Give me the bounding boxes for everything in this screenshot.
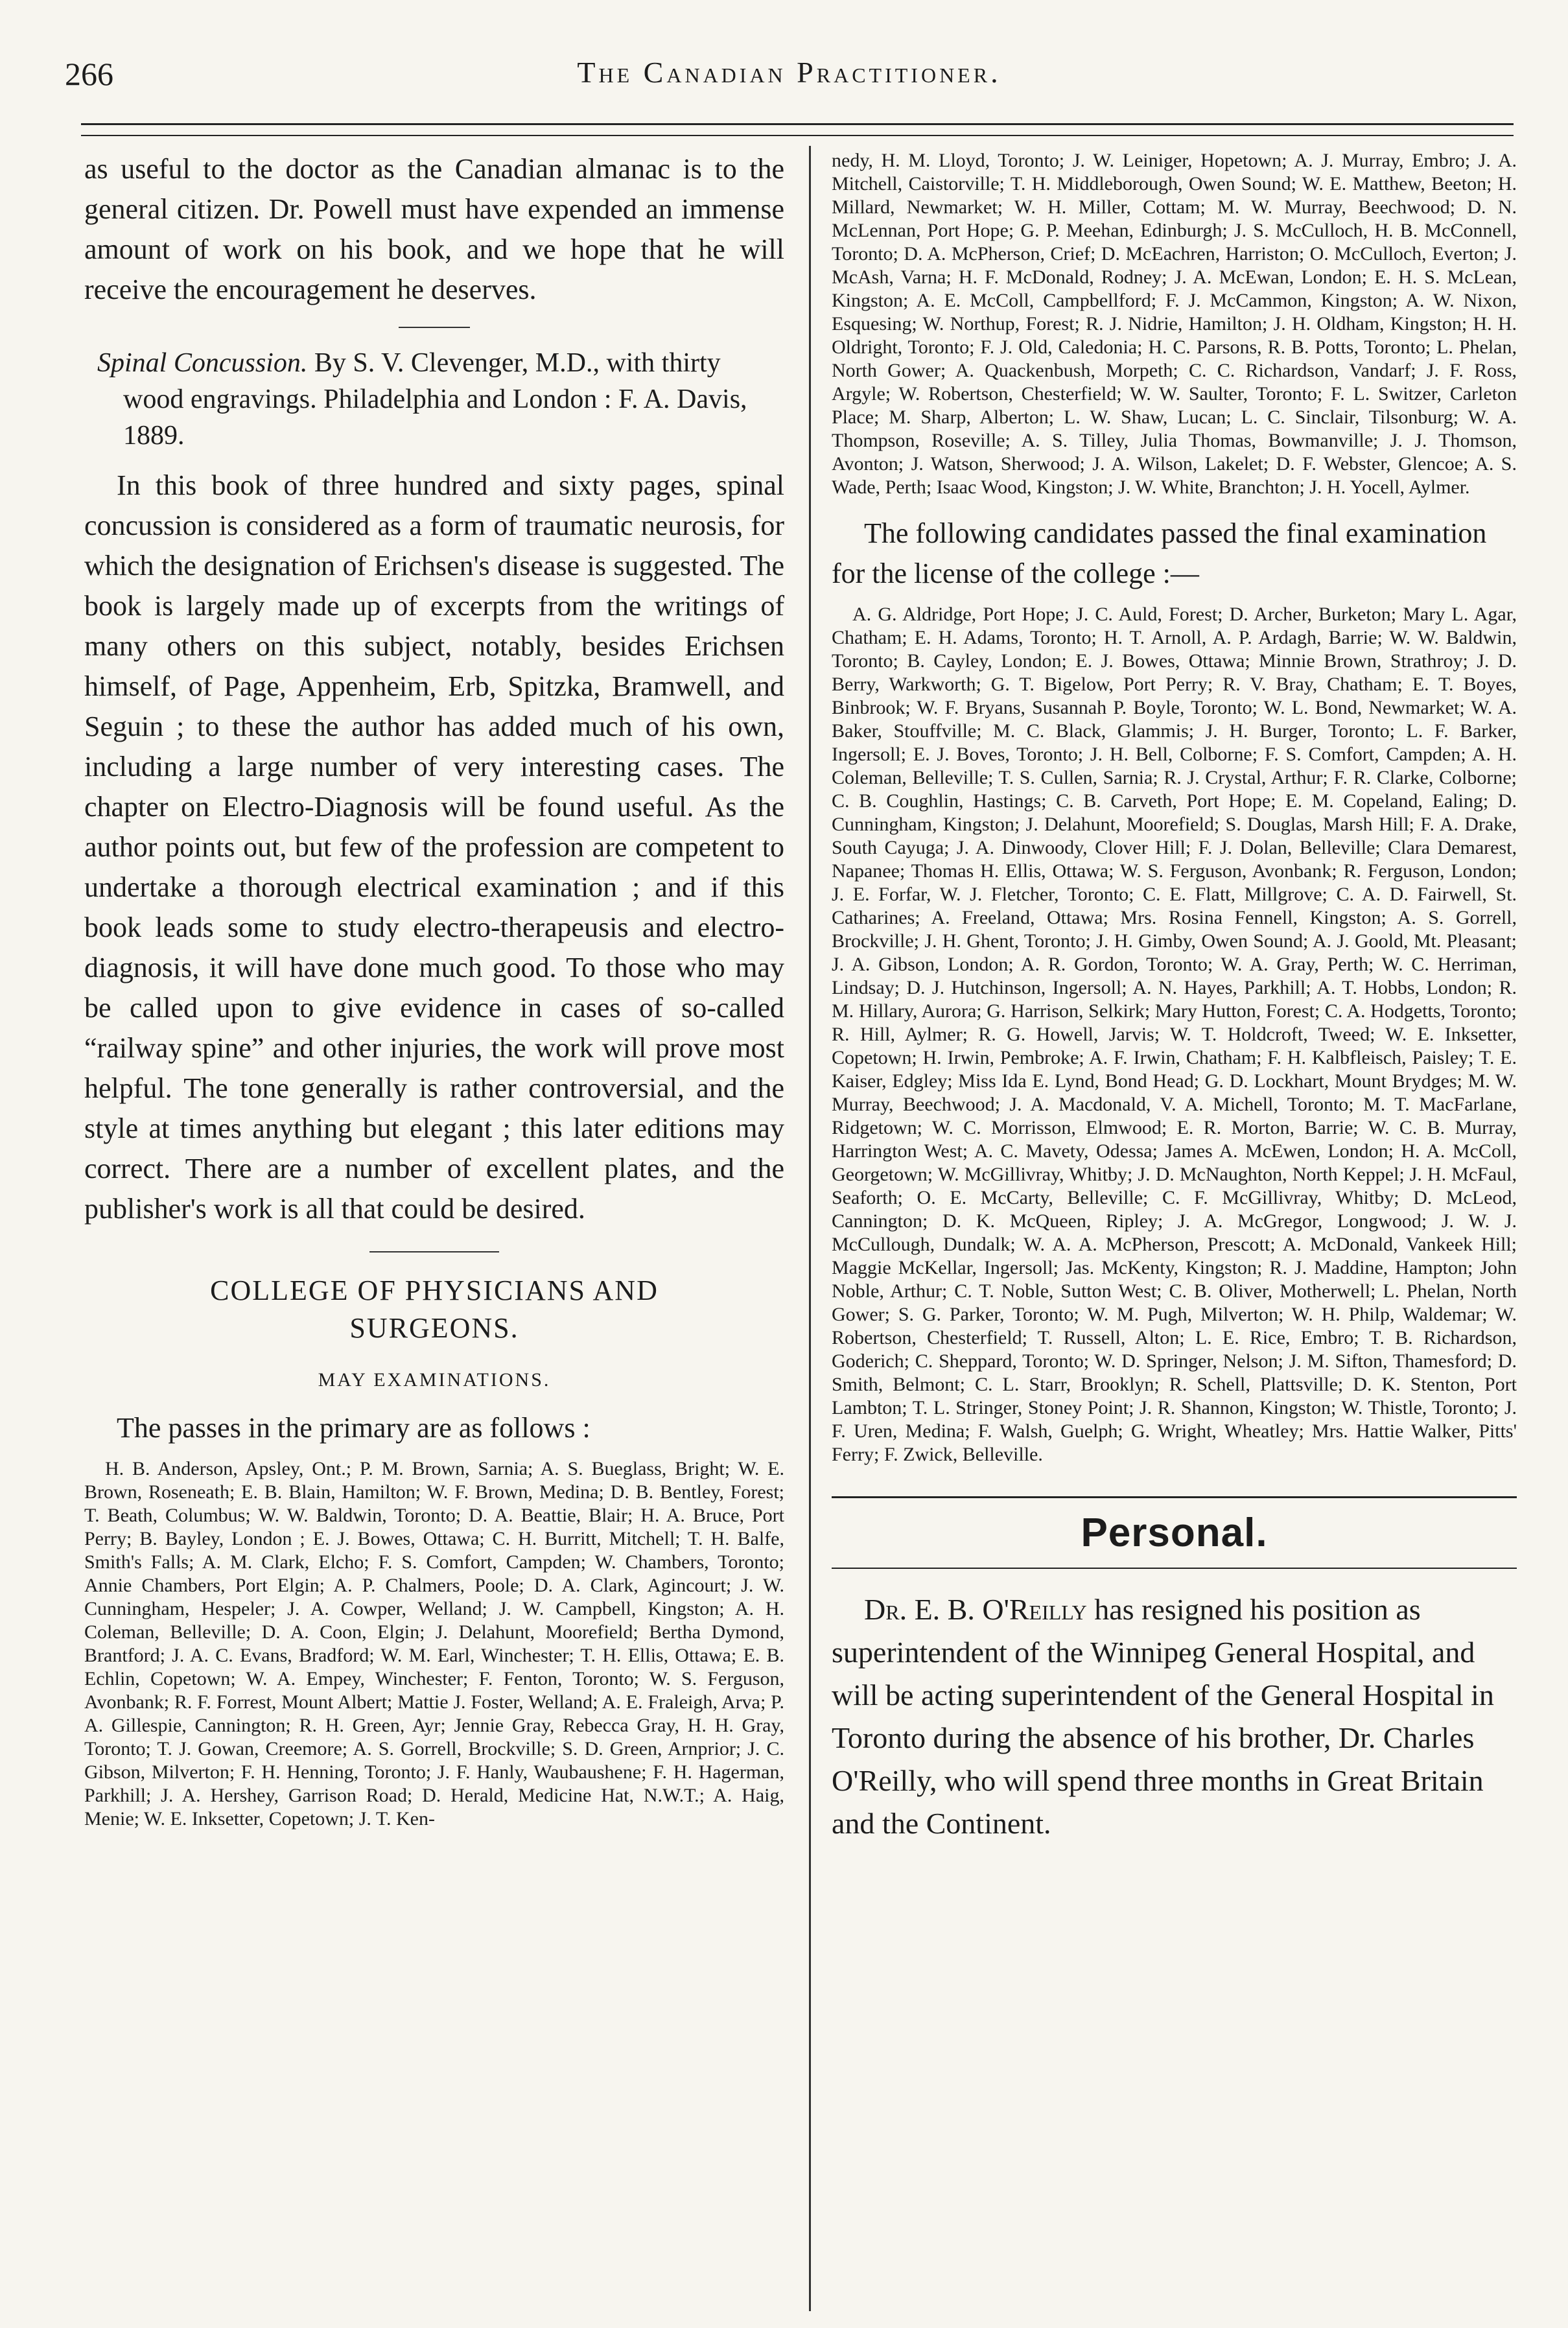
personal-heading: Personal. <box>1081 1511 1268 1555</box>
continued-paragraph: as useful to the doctor as the Canadian almanac is to the general citizen. Dr. Powell must have expended an immense amount of work on his book, and we hope that he will receive the encouragement he deserves. <box>84 153 784 305</box>
header-rule-bottom <box>81 135 1514 136</box>
section-subheading: MAY EXAMINATIONS. <box>318 1369 551 1391</box>
review-book-title: Spinal Concussion. <box>97 348 308 378</box>
page-number: 266 <box>65 56 113 92</box>
header-rule-top <box>81 123 1514 125</box>
page-header <box>65 55 1514 100</box>
primary-names-list: H. B. Anderson, Apsley, Ont.; P. M. Brown, Sarnia; A. S. Bueglass, Bright; W. E. Brown, Roseneath; E. B. Blain, Hamilton; W. F. Brown, Medina; D. B. Bentley, Forest; T. Beath, Columbus; W. W. Baldwin, Toronto; D. A. Beattie, Blair; H. A. Bruce, Port Perry; B. Bayley, London ; E. J. Bowes, Ottawa; C. H. Burritt, Mitchell; T. H. Balfe, Smith's Falls; A. M. Clark, Elcho; F. S. Comfort, Campden; W. Chambers, Toronto; Annie Chambers, Port Elgin; A. P. Chalmers, Poole; D. A. Clark, Agincourt; J. W. Cunningham, Hespeler; J. A. Cowper, Welland; J. W. Campbell, Kingston; A. H. Coleman, Belleville; D. A. Coon, Elgin; J. Delahunt, Moorefield; Bertha Dymond, Brantford; J. A. C. Evans, Bradford; W. M. Earl, Winchester; T. H. Ellis, Ottawa; E. B. Echlin, Copetown; W. A. Empey, Winchester; F. Fenton, Toronto; W. S. Ferguson, Avonbank; R. F. Forrest, Mount Albert; Mattie J. Foster, Welland; A. E. Fraleigh, Arva; P. A. Gillespie, Cannington; R. H. Green, Ayr; Jennie Gray, Rebecca Gray, H. H. Gray, Toronto; T. J. Gowan, Creemore; A. S. Gorrell, Brockville; S. D. Green, Arnprior; J. C. Gibson, Milverton; F. H. Henning, Toronto; J. F. Hanly, Waubaushene; F. H. Hagerman, Parkhill; J. A. Hershey, Garrison Road; D. Herald, Medicine Hat, N.W.T.; A. Haig, Menie; W. E. Inksetter, Copetown; J. T. Ken- <box>84 1458 784 1829</box>
personal-text <box>832 1588 1517 1845</box>
section-heading-line2: SURGEONS. <box>349 1312 519 1344</box>
primary-names-continued: nedy, H. M. Lloyd, Toronto; J. W. Leiniger, Hopetown; A. J. Murray, Embro; J. A. Mitchell, Caistorville; T. H. Middleborough, Owen Sound; W. E. Matthew, Beeton; H. Millard, Newmarket; W. H. Miller, Cottam; M. W. Murray, Beechwood; D. N. McLennan, Port Hope; G. P. Meehan, Edinburgh; J. S. McCulloch, H. B. McConnell, Toronto; D. A. McPherson, Crief; D. McEachren, Harriston; O. McCulloch, Everton; J. McAsh, Varna; H. F. McDonald, Rodney; J. A. McEwan, London; E. H. S. McLean, Kingston; A. E. McColl, Campbellford; F. J. McCammon, Kingston; A. W. Nixon, Esquesing; W. Northup, Forest; R. J. Nidrie, Hamilton; J. H. Oldham, Kingston; H. H. Oldright, Toronto; F. J. Old, Caledonia; H. C. Parsons, R. B. Potts, Toronto; L. Phelan, North Gower; A. Quackenbush, Morpeth; C. C. Richardson, Vandarf; J. F. Ross, Argyle; W. Robertson, Chesterfield; W. W. Saulter, Toronto; F. L. Switzer, Carleton Place; M. Sharp, Alberton; L. W. Shaw, Lucan; L. C. Sinclair, Tilsonburg; W. A. Thompson, Roseville; A. S. Tilley, Julia Thomas, Bowmanville; J. J. Thomson, Avonton; J. Watson, Sherwood; J. A. Wilson, Lakelet; D. F. Webster, Glencoe; A. S. Wade, Perth; Isaac Wood, Kingston; J. W. White, Branchton; J. H. Yocell, Aylmer. <box>832 150 1517 498</box>
separator-rule <box>369 1251 499 1252</box>
separator-rule <box>399 327 470 328</box>
personal-section <box>832 1496 1517 1845</box>
review-text: In this book of three hundred and sixty pages, spinal concussion is considered as a form of traumatic neurosis, for which the designation of Erichsen's disease is suggested. The book is largely made up of excerpts from the writings of many others on this subject, notably, besides Erichsen himself, of Page, Appenheim, Erb, Spitzka, Bramwell, and Seguin ; to these the author has added much of his own, including a large number of very interesting cases. The chapter on Electro-Diagnosis will be found useful. As the author points out, but few of the profession are competent to undertake a thorough electrical examination ; and if this book leads some to study electro-therapeusis and electro-diagnosis, it will have done much good. To those who may be called upon to give evidence in cases of so-called “railway spine” and other injuries, the work will prove most helpful. The tone generally is rather controversial, and the style at times anything but elegant ; this later editions may correct. There are a number of excellent plates, and the publisher's work is all that could be desired. <box>84 469 784 1225</box>
review-heading <box>84 345 784 454</box>
section-heading <box>84 1272 784 1347</box>
column-divider <box>809 146 811 2311</box>
final-names-list: A. G. Aldridge, Port Hope; J. C. Auld, Forest; D. Archer, Burketon; Mary L. Agar, Chatham; E. H. Adams, Toronto; H. T. Arnoll, A. P. Ardagh, Barrie; W. W. Baldwin, Toronto; B. Cayley, London; E. J. Bowes, Ottawa; Minnie Brown, Strathroy; J. D. Berry, Warkworth; G. T. Bigelow, Port Perry; R. V. Bray, Chatham; E. T. Boyes, Binbrook; W. F. Bryans, Susannah P. Boyle, Toronto; W. L. Bond, Newmarket; W. A. Baker, Stouffville; M. C. Black, Glammis; J. H. Burger, Toronto; L. F. Barker, Ingersoll; E. J. Boves, Toronto; J. H. Bell, Colborne; F. S. Comfort, Campden; A. H. Coleman, Belleville; T. S. Cullen, Sarnia; R. J. Crystal, Arthur; F. R. Clarke, Colborne; C. B. Coughlin, Hastings; C. B. Carveth, Port Hope; E. M. Copeland, Ealing; D. Cunningham, Kingston; J. Delahunt, Moorefield; S. Douglas, Marsh Hill; F. A. Drake, South Cayuga; J. A. Dinwoody, Clover Hill; F. J. Dolan, Belleville; Clara Demarest, Napanee; Thomas H. Ellis, Ottawa; W. S. Ferguson, Avonbank; R. Ferguson, London; J. E. Forfar, W. J. Fletcher, Toronto; C. E. Flatt, Millgrove; C. A. D. Fairwell, St. Catharines; A. Freeland, Ottawa; Mrs. Rosina Fennell, Kingston; A. S. Gorrell, Brockville; J. H. Ghent, Toronto; J. H. Gimby, Owen Sound; A. J. Goold, Mt. Pleasant; J. A. Gibson, London; A. R. Gordon, Toronto; W. A. Gray, Perth; W. C. Herriman, Lindsay; D. J. Hutchinson, Ingersoll; A. N. Hayes, Parkhill; A. T. Hobbs, London; R. M. Hillary, Aurora; G. Harrison, Selkirk; Mary Hutton, Forest; C. A. Hodgetts, Toronto; R. Hill, Aylmer; R. G. Howell, Jarvis; W. T. Holdcroft, Tweed; W. E. Inksetter, Copetown; H. Irwin, Pembroke; A. F. Irwin, Chatham; F. H. Kalbfleisch, Paisley; T. E. Kaiser, Edgley; Miss Ida E. Lynd, Bond Head; G. D. Lockhart, Mount Brydges; M. W. Murray, Beechwood; J. A. Macdonald, V. A. Michell, Toronto; M. T. MacFarlane, Ridgetown; W. C. Morrisson, Elmwood; E. R. Morton, Barrie; W. C. B. Murray, Harrington West; A. C. Mavety, Odessa; James A. McEwen, London; H. A. McColl, Georgetown; W. McGillivray, Whitby; J. D. McNaughton, North Keppel; J. H. McFaul, Seaforth; O. E. McCarty, Belleville; C. F. McGillivray, Whitby; D. McLeod, Cannington; D. K. McQueen, Ripley; J. A. McGregor, Longwood; J. W. J. McCullough, Dundalk; W. A. A. McPherson, Prescott; A. McDonald, Vankeek Hill; Maggie McKellar, Ingersoll; Jas. McKenty, Kingston; R. J. Maddine, Hampton; John Noble, Arthur; C. T. Noble, Sutton West; C. B. Oliver, Motherwell; L. Phelan, North Gower; S. G. Parker, Toronto; W. M. Pugh, Milverton; W. H. Philp, Waldemar; W. Robertson, Chesterfield; T. Russell, Alton; L. E. Rice, Embro; T. B. Richardson, Goderich; C. Sheppard, Toronto; W. D. Springer, Nelson; J. M. Sifton, Thamesford; D. Smith, Belmont; C. L. Starr, Brooklyn; R. Schell, Plattsville; D. K. Stenton, Port Lambton; T. L. Stringer, Stoney Point; J. R. Shannon, Kingston; W. Thistle, Toronto; J. F. Uren, Medina; F. Walsh, Guelph; G. Wright, Wheatley; Mrs. Hattie Walker, Pitts' Ferry; F. Zwick, Belleville. <box>832 604 1517 1465</box>
final-intro: The following candidates passed the final examination for the license of the college :— <box>832 517 1487 589</box>
personal-rule <box>832 1568 1517 1569</box>
running-title: The Canadian Practitioner. <box>577 56 1001 89</box>
personal-name: Dr. E. B. O'Reilly <box>864 1593 1087 1626</box>
personal-body: has resigned his position as superintendent of the Winnipeg General Hospital, and will be acting superintendent of the General Hospital in Toronto during the absence of his brother, Dr. Charles O'Reilly, who will spend three months in Great Britain and the Continent. <box>832 1593 1494 1840</box>
section-heading-line1: COLLEGE OF PHYSICIANS AND <box>210 1275 659 1306</box>
primary-intro: The passes in the primary are as follows : <box>117 1412 591 1444</box>
review-byline: By S. V. Clevenger, M.D., with thirty wood engravings. Philadelphia and London : F. A. Davis, 1889. <box>123 348 747 451</box>
left-column <box>84 149 784 1831</box>
right-column <box>832 149 1517 1845</box>
